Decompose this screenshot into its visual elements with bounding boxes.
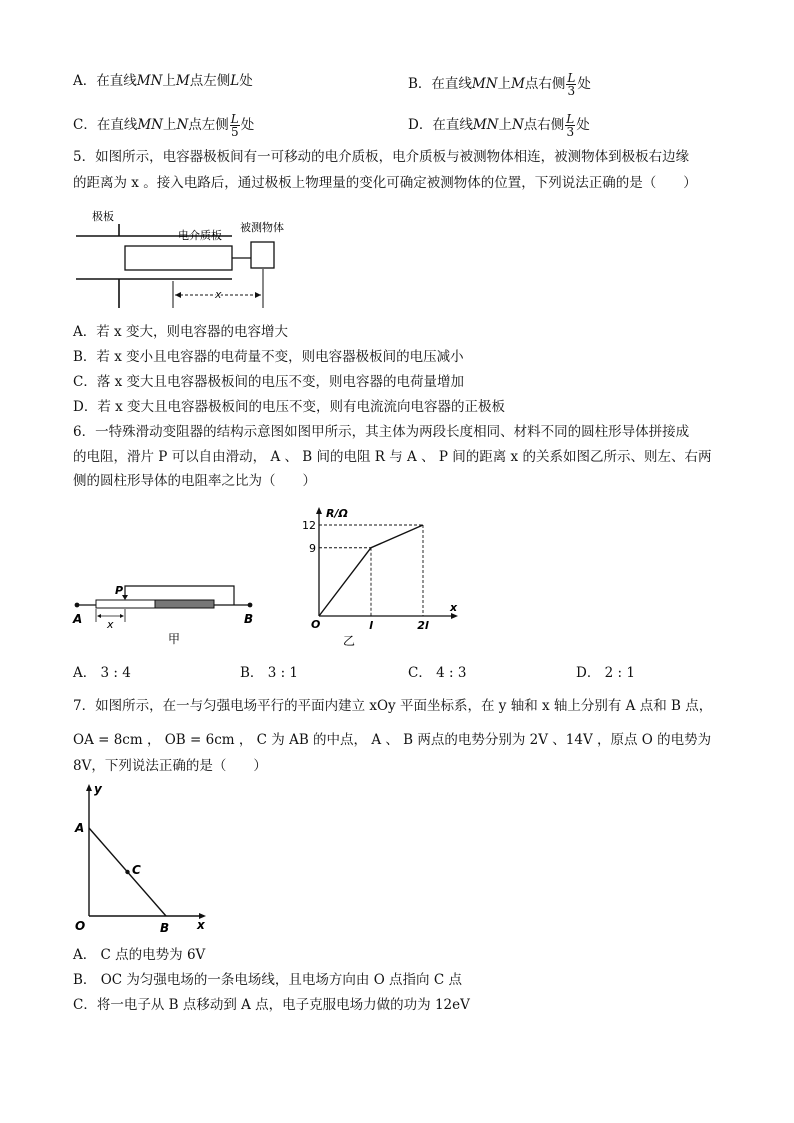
capacitor-figure bbox=[70, 205, 300, 315]
q7-stem-line1: 7．如图所示，在一与匀强电场平行的平面内建立 xOy 平面坐标系，在 y 轴和 x 轴上分别有 A 点和 B 点， bbox=[73, 698, 713, 714]
x-tick-label-1: l bbox=[369, 619, 373, 632]
y-tick-label-2: 12 bbox=[302, 519, 316, 532]
q5-option-b: B．若 x 变小且电容器的电荷量不变，则电容器极板间的电压减小 bbox=[73, 349, 464, 365]
coordinate-figure bbox=[70, 780, 220, 940]
label-y: y bbox=[94, 782, 102, 796]
label-b: B bbox=[160, 921, 170, 935]
dielectric-slab bbox=[125, 246, 232, 270]
rheostat-figure bbox=[70, 578, 265, 648]
terminal-b bbox=[248, 603, 253, 608]
dim-arrow-left bbox=[175, 292, 181, 298]
y-axis-arrow bbox=[86, 784, 92, 791]
label-p: P bbox=[115, 584, 124, 597]
q7-option-c: C．将一电子从 B 点移动到 A 点，电子克服电场力做的功为 12eV bbox=[73, 997, 470, 1013]
q7-option-a: A． C 点的电势为 6V bbox=[73, 947, 206, 963]
q7-option-b: B． OC 为匀强电场的一条电场线，且电场方向由 O 点指向 C 点 bbox=[73, 972, 462, 988]
q4-option-d: D．在直线MN上N点右侧 $\frac{L}{3}$ 处 bbox=[408, 112, 590, 139]
label-o: O bbox=[75, 919, 86, 933]
x-label: x bbox=[215, 288, 222, 301]
q6-option-c: C． 4 : 3 bbox=[408, 665, 467, 681]
q6-option-d: D． 2 : 1 bbox=[576, 665, 635, 681]
y-axis-arrow bbox=[316, 507, 322, 514]
measured-object bbox=[251, 242, 274, 268]
label-x: x bbox=[197, 918, 205, 932]
y-tick-label-1: 9 bbox=[309, 541, 316, 555]
plate-label: 极板 bbox=[92, 210, 114, 223]
q6-option-a: A． 3 : 4 bbox=[73, 665, 131, 681]
q6-option-b: B． 3 : 1 bbox=[240, 665, 299, 681]
point-c bbox=[125, 870, 129, 874]
q6-stem-line3: 侧的圆柱形导体的电阻率之比为（ ） bbox=[73, 473, 316, 489]
x-tick-label-2: 2l bbox=[417, 619, 429, 632]
label-a: A bbox=[73, 612, 83, 626]
caption-yi: 乙 bbox=[343, 634, 356, 648]
q5-option-a: A．若 x 变大，则电容器的电容增大 bbox=[73, 324, 288, 340]
q4-option-a: A．在直线MN上M点左侧L处 bbox=[73, 73, 253, 89]
label-b: B bbox=[244, 612, 254, 626]
caption-jia: 甲 bbox=[168, 632, 181, 646]
q4-option-c: C．在直线MN上N点左侧 $\frac{L}{5}$ 处 bbox=[73, 112, 255, 139]
q7-stem-line2: OA = 8cm ， OB = 6cm ， C 为 AB 的中点， A 、 B 两点的电势分别为 2V 、14V ，原点 O 的电势为 bbox=[73, 732, 712, 748]
origin-label: O bbox=[311, 618, 321, 631]
q6-stem-line1: 6．一特殊滑动变阻器的结构示意图如图甲所示，其主体为两段长度相同、材料不同的圆柱形导体拼接成 bbox=[73, 424, 690, 440]
resistance-chart bbox=[300, 503, 465, 648]
q6-stem-line2: 的电阻，滑片 P 可以自由滑动， A 、 B 间的电阻 R 与 A 、 P 间的距离 x 的关系如图乙所示、则左、右两 bbox=[73, 449, 712, 465]
x-axis-label: x bbox=[450, 601, 458, 614]
label-c: C bbox=[132, 863, 141, 877]
dim-arrow-right bbox=[255, 292, 261, 298]
left-conductor bbox=[96, 600, 155, 608]
q5-stem-line2: 的距离为 x 。接入电路后，通过极板上物理量的变化可确定被测物体的位置，下列说法正确的是（ ） bbox=[73, 175, 697, 191]
q5-stem-line1: 5．如图所示，电容器极板间有一可移动的电介质板，电介质板与被测物体相连，被测物体到极板右边缘 bbox=[73, 149, 690, 165]
q5-option-c: C．落 x 变大且电容器极板间的电压不变，则电容器的电荷量增加 bbox=[73, 374, 465, 390]
label-x: x bbox=[107, 618, 114, 631]
q5-option-d: D．若 x 变大且电容器极板间的电压不变，则有电流流向电容器的正极板 bbox=[73, 399, 506, 415]
right-conductor bbox=[155, 600, 214, 608]
q7-stem-line3: 8V，下列说法正确的是（ ） bbox=[73, 758, 267, 774]
dielectric-label: 电介质板 bbox=[178, 229, 222, 242]
y-axis-label: R/Ω bbox=[326, 507, 348, 520]
label-a: A bbox=[75, 821, 85, 835]
q4-option-b: B．在直线MN上M点右侧 $\frac{L}{3}$ 处 bbox=[408, 71, 591, 98]
terminal-a bbox=[75, 603, 80, 608]
object-label: 被测物体 bbox=[240, 221, 284, 234]
